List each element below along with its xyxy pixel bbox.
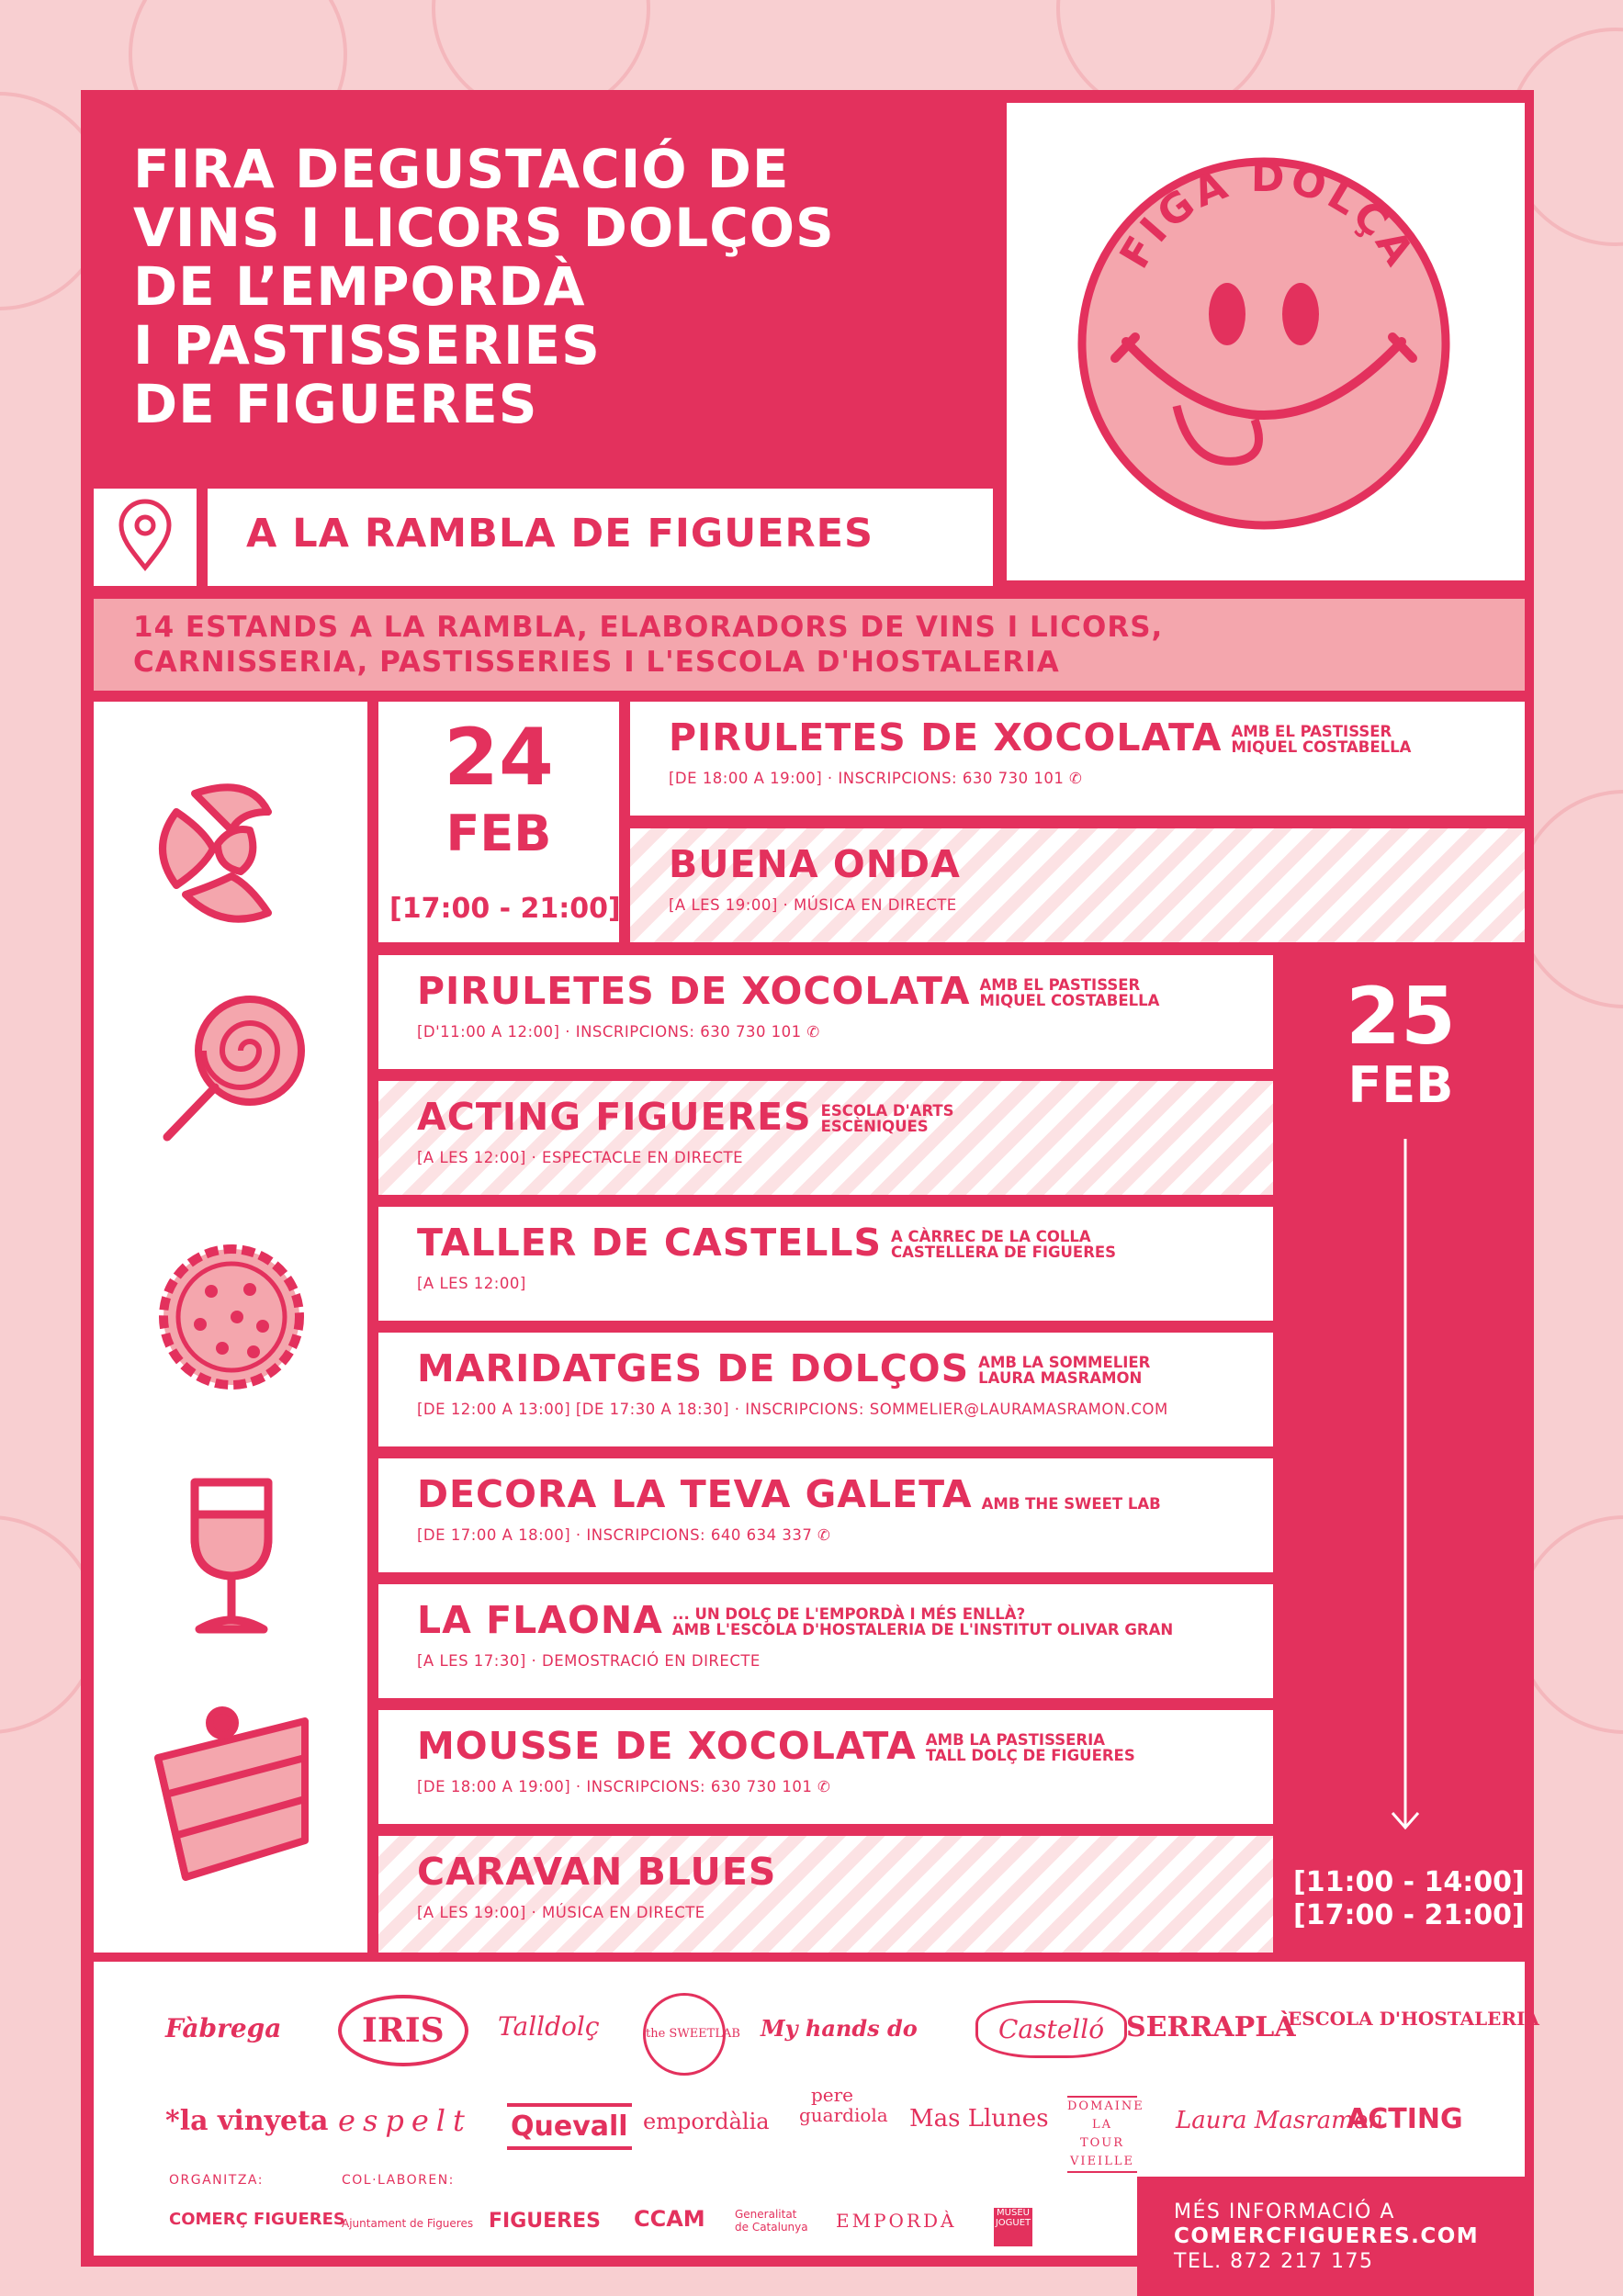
logo-text: FIGA DOLÇA <box>1110 153 1425 276</box>
event-host: A CÀRREC DE LA COLLA CASTELLERA DE FIGUERES <box>891 1228 1117 1261</box>
sponsor-logo: ACTING <box>1347 2103 1463 2135</box>
croissant-icon <box>163 787 268 918</box>
sponsor-logo: Talldolç <box>498 2011 600 2042</box>
event-title: PIRULETES DE XOCOLATA <box>417 969 971 1013</box>
event-title: PIRULETES DE XOCOLATA <box>669 715 1223 760</box>
event-card <box>630 828 1525 942</box>
sponsor-logo: ESCOLA D'HOSTALERIA <box>1288 2008 1539 2030</box>
event-card <box>378 1207 1273 1321</box>
sponsor-logo: My hands do <box>761 2015 918 2042</box>
cake-slice-icon <box>158 1710 305 1877</box>
info-line-1: MÉS INFORMACIÓ A <box>1174 2200 1395 2223</box>
sponsor-logo: Laura Masramon <box>1176 2107 1384 2134</box>
lollipop-icon <box>167 999 301 1137</box>
day1-number: 24 <box>444 712 554 804</box>
sponsor-logo: espelt <box>338 2103 472 2138</box>
event-details: [A LES 12:00] <box>417 1275 526 1292</box>
day2-hours-evening: [17:00 - 21:00] <box>1293 1899 1525 1931</box>
event-details: [A LES 19:00] · MÚSICA EN DIRECTE <box>669 896 957 914</box>
event-details: [DE 18:00 A 19:00] · INSCRIPCIONS: 630 730 101 ✆ <box>417 1778 831 1795</box>
event-card <box>378 1081 1273 1195</box>
event-title: MOUSSE DE XOCOLATA <box>417 1724 917 1768</box>
event-card <box>378 1333 1273 1446</box>
event-card <box>378 1710 1273 1824</box>
event-details: [A LES 12:00] · ESPECTACLE EN DIRECTE <box>417 1149 744 1166</box>
event-title: ACTING FIGUERES <box>417 1095 812 1139</box>
event-title: MARIDATGES DE DOLÇOS <box>417 1346 970 1390</box>
logo-box <box>1007 103 1525 580</box>
wine-glass-icon <box>195 1482 268 1629</box>
sponsor-logo: Fàbrega <box>165 2013 282 2043</box>
sponsor-logo: DOMAINE LA TOUR VIEILLE <box>1067 2096 1137 2173</box>
event-title: CARAVAN BLUES <box>417 1850 777 1894</box>
day2-hours-morning: [11:00 - 14:00] <box>1293 1866 1525 1898</box>
event-host: ... UN DOLÇ DE L'EMPORDÀ I MÉS ENLLÀ? AMB L'ESCOLA D'HOSTALERIA DE L'INSTITUT OLIVAR GRAN <box>671 1605 1174 1638</box>
event-host: AMB EL PASTISSER MIQUEL COSTABELLA <box>1231 723 1412 756</box>
sponsor-logo: SERRAPLÀ <box>1126 2011 1296 2043</box>
info-website-link[interactable]: COMERCFIGUERES.COM <box>1174 2224 1480 2248</box>
collaborator-logo: Ajuntament de Figueres <box>342 2217 474 2230</box>
icon-column <box>94 702 367 1953</box>
location-text: A LA RAMBLA DE FIGUERES <box>246 511 873 557</box>
collaborator-logo: Generalitat de Catalunya <box>735 2208 808 2234</box>
pastry-icons <box>94 702 367 1953</box>
event-title: BUENA ONDA <box>669 842 961 886</box>
event-details: [DE 18:00 A 19:00] · INSCRIPCIONS: 630 730 101 ✆ <box>669 770 1083 787</box>
event-host: AMB THE SWEET LAB <box>981 1495 1161 1513</box>
info-box <box>1137 2177 1534 2296</box>
day2-month: FEB <box>1347 1056 1454 1114</box>
day1-hours: [17:00 - 21:00] <box>389 893 621 925</box>
collaborator-logo: MUSEU JOGUET <box>994 2208 1032 2246</box>
sponsor-logo: pere guardiola <box>799 2084 888 2126</box>
collaborator-logo: FIGUERES <box>489 2210 601 2233</box>
sponsor-logo: empordàlia <box>643 2109 770 2134</box>
day2-number: 25 <box>1346 971 1456 1063</box>
event-host: ESCOLA D'ARTS ESCÈNIQUES <box>820 1102 954 1135</box>
event-card <box>378 955 1273 1069</box>
location-icon-box <box>94 489 197 586</box>
event-host: AMB LA SOMMELIER LAURA MASRAMON <box>978 1354 1151 1387</box>
organizer-logo: COMERÇ FIGUERES <box>169 2210 345 2229</box>
event-host: AMB EL PASTISSER MIQUEL COSTABELLA <box>979 976 1160 1009</box>
event-host: AMB LA PASTISSERIA TALL DOLÇ DE FIGUERES <box>925 1731 1135 1764</box>
sponsor-logo: Quevall <box>507 2103 632 2150</box>
timeline-arrow-icon <box>1387 1139 1424 1837</box>
event-details: [A LES 19:00] · MÚSICA EN DIRECTE <box>417 1904 705 1921</box>
collaborator-logo: CCAM <box>634 2206 705 2232</box>
sponsor-logo: IRIS <box>338 1995 468 2066</box>
smiley-tongue-icon <box>1007 103 1525 580</box>
event-card <box>378 1584 1273 1698</box>
collaborator-logo: EMPORDÀ <box>836 2210 957 2232</box>
event-details: [A LES 17:30] · DEMOSTRACIÓ EN DIRECTE <box>417 1652 761 1670</box>
event-details: [DE 12:00 A 13:00] [DE 17:30 A 18:30] · INSCRIPCIONS: SOMMELIER@LAURAMASRAMON.COM <box>417 1401 1168 1418</box>
event-title: DECORA LA TEVA GALETA <box>417 1472 973 1516</box>
info-phone: TEL. 872 217 175 <box>1174 2250 1374 2273</box>
sponsor-logo: Castelló <box>975 2000 1127 2058</box>
poster-title: FIRA DEGUSTACIÓ DE VINS I LICORS DOLÇOS DE L’EMPORDÀ I PASTISSERIES DE FIGUERES <box>133 138 835 435</box>
event-card <box>378 1458 1273 1572</box>
collaborators-label: COL·LABOREN: <box>342 2173 455 2188</box>
event-card <box>630 702 1525 816</box>
sponsor-logo: Mas Llunes <box>909 2105 1049 2133</box>
event-title: LA FLAONA <box>417 1598 663 1642</box>
day1-month: FEB <box>445 805 552 862</box>
sponsor-logo: the SWEETLAB <box>643 1993 726 2076</box>
event-title: TALLER DE CASTELLS <box>417 1221 883 1265</box>
cookie-icon <box>163 1249 299 1385</box>
intro-text: 14 ESTANDS A LA RAMBLA, ELABORADORS DE VINS I LICORS, CARNISSERIA, PASTISSERIES I L'ESCOLA D'HOSTALERIA <box>133 611 1164 679</box>
event-details: [D'11:00 A 12:00] · INSCRIPCIONS: 630 730 101 ✆ <box>417 1023 820 1041</box>
sponsor-logo: *la vinyeta <box>165 2105 329 2137</box>
event-card <box>378 1836 1273 1953</box>
event-details: [DE 17:00 A 18:00] · INSCRIPCIONS: 640 634 337 ✆ <box>417 1526 831 1544</box>
map-pin-icon <box>94 489 197 586</box>
organizer-label: ORGANITZA: <box>169 2173 264 2188</box>
